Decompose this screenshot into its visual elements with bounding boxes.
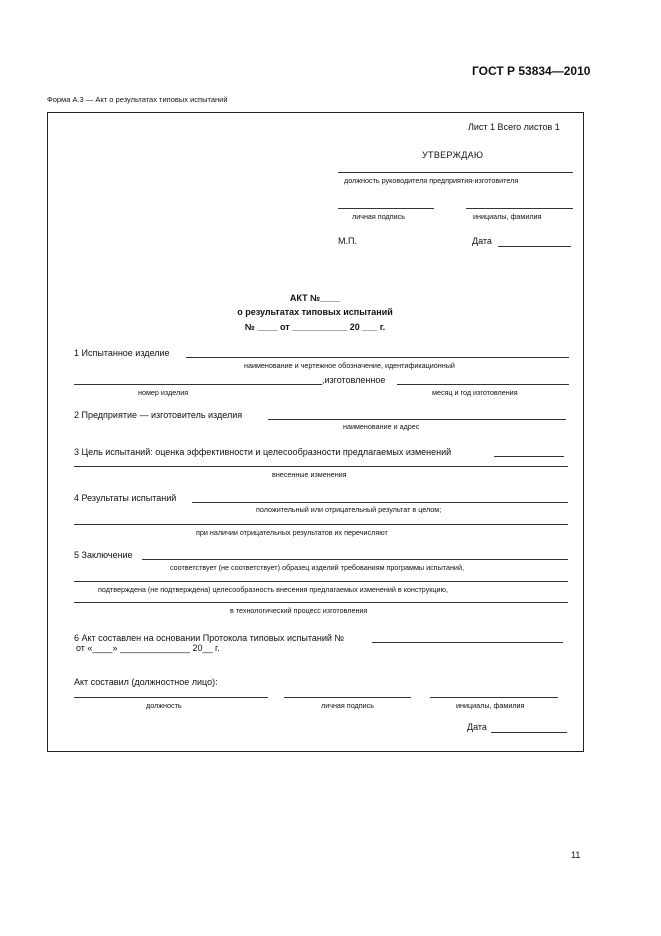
signoff-signature-hint: личная подпись	[321, 701, 374, 710]
approval-date-label: Дата	[472, 236, 492, 246]
signoff-signature-line	[284, 697, 411, 698]
section-5-hint-1: соответствует (не соответствует) образец изделий требованиям программы испытаний,	[170, 563, 464, 572]
section-4-line-2	[74, 524, 568, 525]
section-4-hint-2: при наличии отрицательных результатов их перечисляют	[196, 528, 388, 537]
stamp-label: М.П.	[338, 236, 357, 246]
signoff-initials-line	[430, 697, 558, 698]
approval-title: УТВЕРЖДАЮ	[422, 150, 484, 160]
section-5-line-2	[74, 581, 568, 582]
section-3-line-1	[494, 456, 564, 457]
section-1-hint-number: номер изделия	[138, 388, 189, 397]
section-5-hint-3: в технологический процесс изготовления	[230, 606, 368, 615]
signoff-date-line	[491, 732, 567, 733]
section-1-line-2	[74, 384, 322, 385]
act-title: АКТ №____	[289, 293, 341, 303]
section-2-hint: наименование и адрес	[343, 422, 420, 431]
position-hint: должность руководителя предприятия-изготовителя	[344, 176, 519, 185]
approval-initials-line	[466, 208, 573, 209]
section-4-label: 4 Результаты испытаний	[74, 493, 177, 503]
section-1-made: ,изготовленное	[322, 375, 386, 385]
approval-initials-hint: инициалы, фамилия	[473, 212, 542, 221]
section-1-hint-date: месяц и год изготовления	[432, 388, 518, 397]
section-2-label: 2 Предприятие — изготовитель изделия	[74, 410, 243, 420]
page-number: 11	[571, 850, 581, 860]
position-line	[338, 172, 573, 173]
section-2-line	[268, 419, 566, 420]
section-5-line-1	[142, 559, 568, 560]
section-1-label: 1 Испытанное изделие	[74, 348, 170, 358]
section-1-hint-1: наименование и чертежное обозначение, идентификационный	[244, 361, 455, 370]
act-number-date: № ____ от ___________ 20 ___ г.	[244, 322, 386, 332]
section-6-date: от «____» ______________ 20__ г.	[76, 643, 220, 653]
approval-signature-hint: личная подпись	[352, 212, 405, 221]
signoff-position-hint: должность	[146, 701, 182, 710]
approval-signature-line	[338, 208, 434, 209]
section-1-line-3	[397, 384, 569, 385]
section-1-line-1	[186, 357, 569, 358]
signoff-initials-hint: инициалы, фамилия	[456, 701, 525, 710]
sheet-info: Лист 1 Всего листов 1	[468, 122, 560, 132]
signoff-position-line	[74, 697, 268, 698]
section-3-hint: внесенные изменения	[272, 470, 347, 479]
section-5-line-3	[74, 602, 568, 603]
section-5-label: 5 Заключение	[74, 550, 133, 560]
section-6-line	[372, 642, 563, 643]
section-3-line-2	[74, 466, 568, 467]
signoff-label: Акт составил (должностное лицо):	[74, 677, 218, 687]
section-3-label: 3 Цель испытаний: оценка эффективности и целесообразности предлагаемых изменений	[74, 447, 452, 457]
section-4-line-1	[192, 502, 568, 503]
act-subtitle: о результатах типовых испытаний	[237, 307, 393, 317]
signoff-date-label: Дата	[467, 722, 487, 732]
section-5-hint-2: подтверждена (не подтверждена) целесообразность внесения предлагаемых изменений в конструкцию,	[98, 585, 448, 594]
form-caption: Форма А.3 — Акт о результатах типовых испытаний	[47, 95, 228, 104]
section-6-label: 6 Акт составлен на основании Протокола типовых испытаний №	[74, 633, 345, 643]
standard-header: ГОСТ Р 53834—2010	[472, 64, 591, 78]
section-4-hint-1: положительный или отрицательный результат в целом;	[256, 505, 442, 514]
approval-date-line	[498, 246, 571, 247]
